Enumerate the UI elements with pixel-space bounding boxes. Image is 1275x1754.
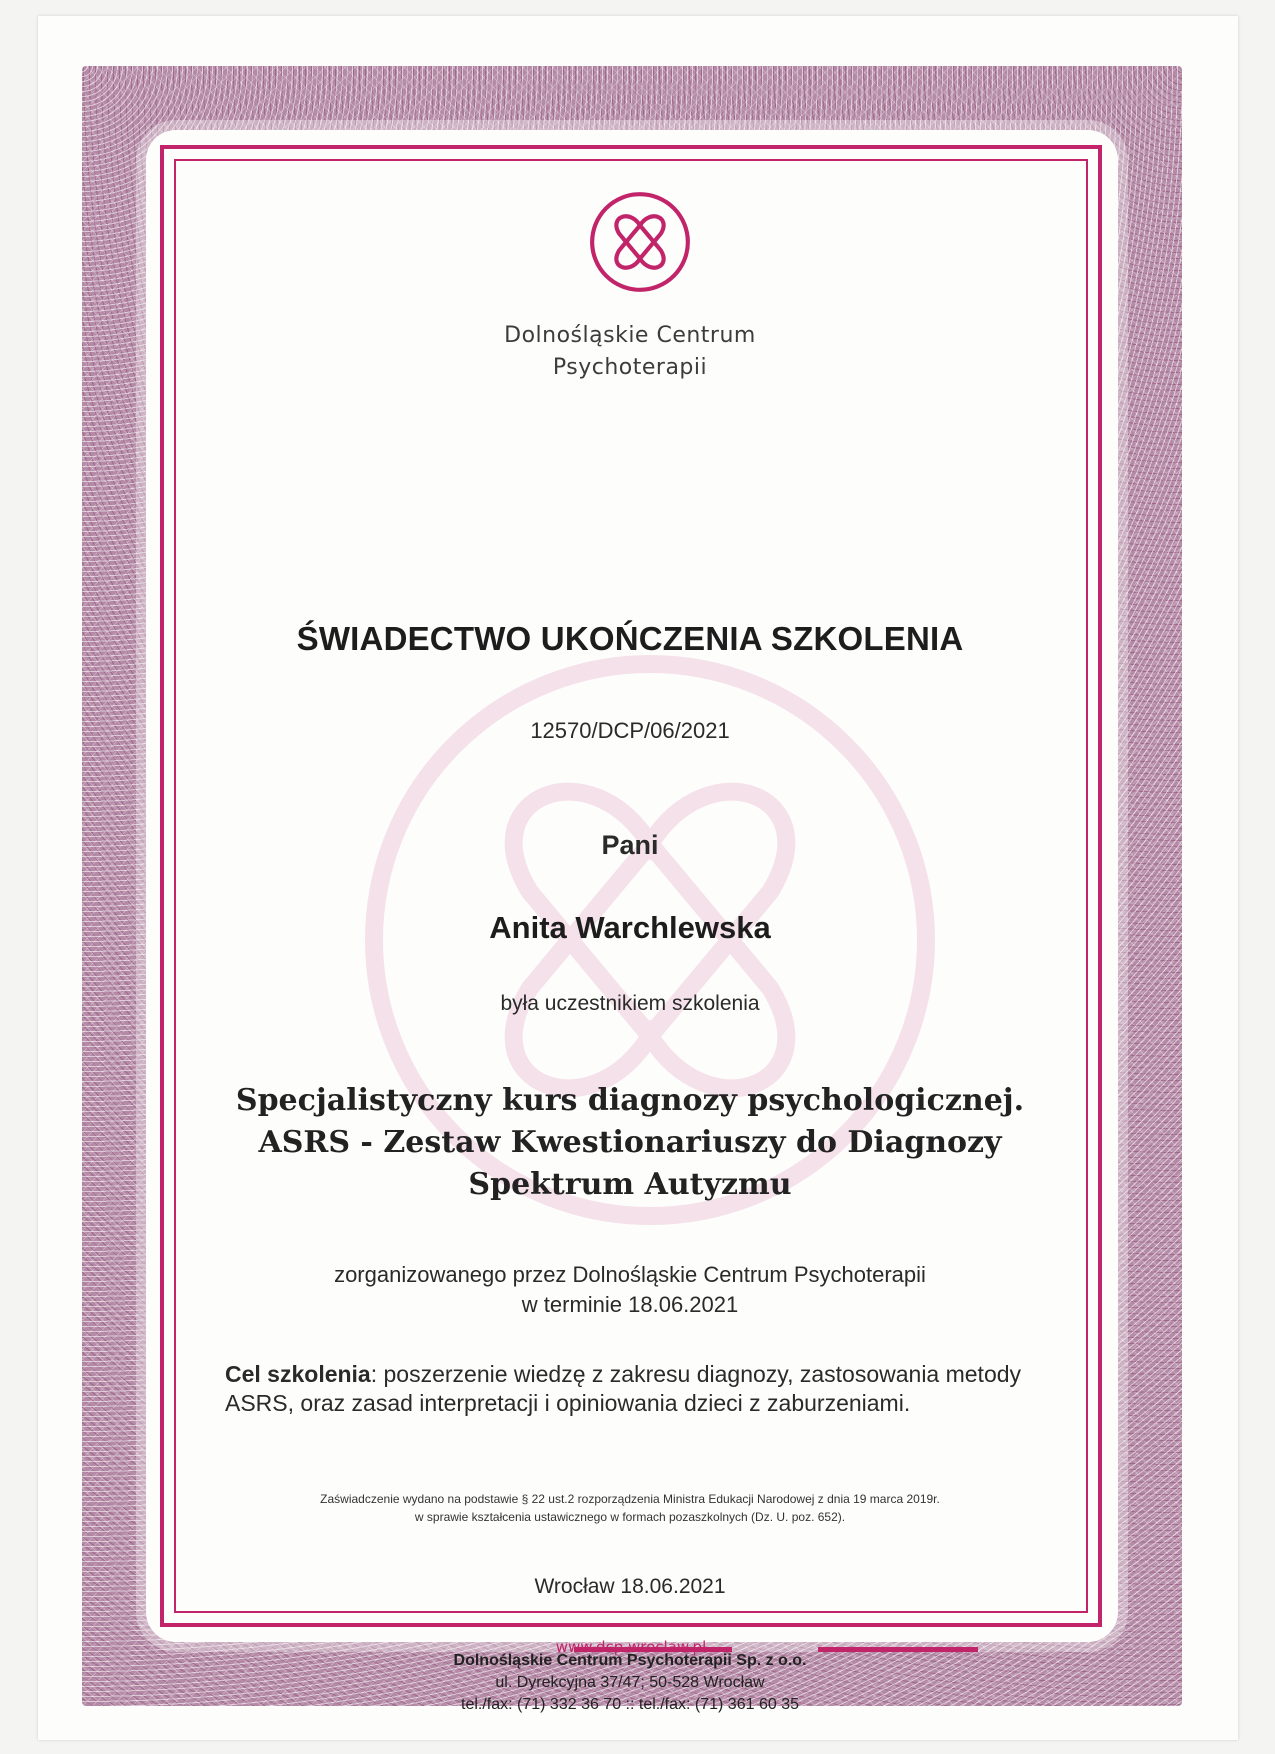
recipient-name: Anita Warchlewska <box>489 910 771 945</box>
website-bar <box>174 1638 1088 1662</box>
organization-name-line1: Dolnośląskie Centrum <box>504 323 756 348</box>
participant-text: była uczestnikiem szkolenia <box>500 992 760 1015</box>
legal-line: w sprawie kształcenia ustawicznego w formach pozaszkolnych (Dz. U. poz. 652). <box>414 1510 846 1524</box>
footer-address: ul. Dyrekcyjna 37/47; 50-528 Wrocław <box>495 1674 765 1691</box>
certificate-number: 12570/DCP/06/2021 <box>530 718 730 743</box>
interlaced-heart-knot-icon <box>588 190 692 294</box>
course-title-line: ASRS - Zestaw Kwestionariuszy do Diagnozy <box>258 1125 1002 1160</box>
course-title-line: Specjalistyczny kurs diagnozy psychologicznej. <box>235 1083 1025 1118</box>
course-title-line: Spektrum Autyzmu <box>468 1167 792 1202</box>
salutation: Pani <box>601 830 659 860</box>
footer-firm: Dolnośląskie Centrum Psychoterapii Sp. z o.o. <box>453 1652 807 1669</box>
goal-label: Cel szkolenia <box>225 1361 371 1387</box>
organization-name <box>180 320 1080 384</box>
legal-line: Zaświadczenie wydano na podstawie § 22 ust.2 rozporządzenia Ministra Edukacji Narodowej z dnia 19 marca 2019r. <box>320 1492 940 1506</box>
goal-text: : poszerzenie wiedzę z zakresu diagnozy, zastosowania metody ASRS, oraz zasad interpretacji i opiniowania dzieci z zaburzeniami. <box>225 1361 1022 1416</box>
course-title <box>180 1080 1080 1206</box>
organization-name-line2: Psychoterapii <box>552 355 708 380</box>
legal-basis <box>180 1490 1080 1526</box>
course-date: w terminie 18.06.2021 <box>521 1292 739 1317</box>
website-url[interactable]: www.dcp.wroclaw.pl <box>555 1638 707 1656</box>
certificate-title: ŚWIADECTWO UKOŃCZENIA SZKOLENIA <box>296 620 964 657</box>
place-and-date: Wrocław 18.06.2021 <box>534 1575 726 1598</box>
footer-phones: tel./fax: (71) 332 36 70 :: tel./fax: (71) 361 60 35 <box>461 1696 799 1713</box>
organizer-block <box>180 1260 1080 1320</box>
training-goal <box>225 1360 1055 1418</box>
organized-by: zorganizowanego przez Dolnośląskie Centrum Psychoterapii <box>334 1262 926 1287</box>
